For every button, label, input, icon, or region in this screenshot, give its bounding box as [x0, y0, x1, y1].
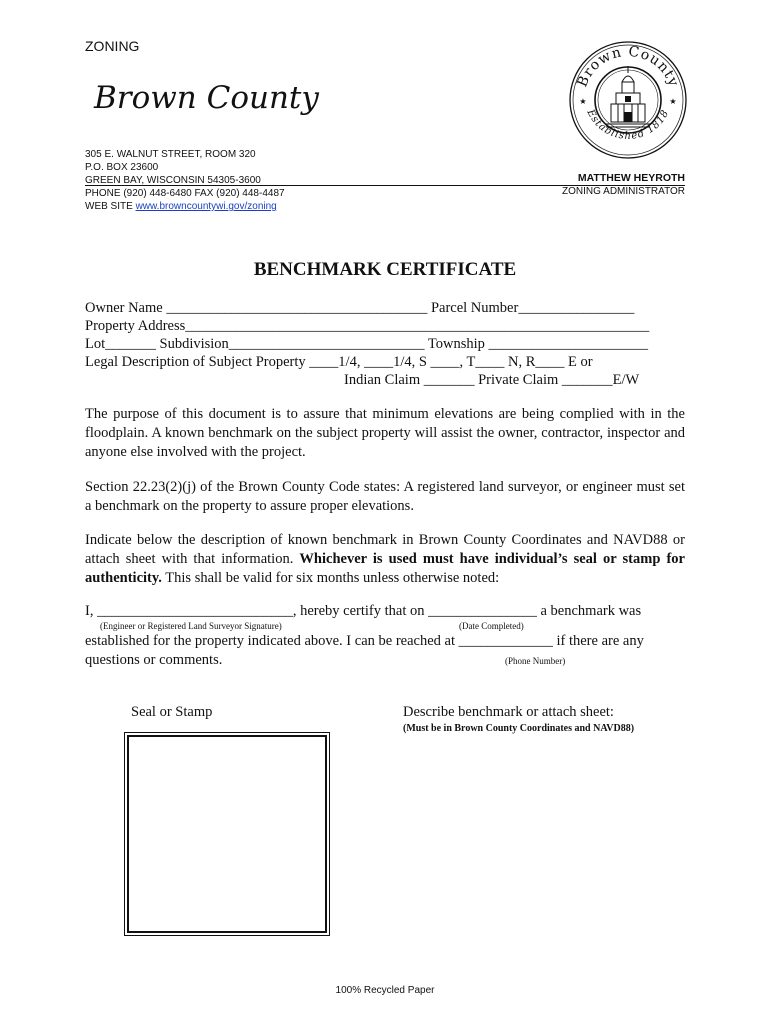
certify-line-2[interactable]: established for the property indicated above. I can be reached at _____________ if there are any — [85, 633, 644, 649]
claim-field[interactable]: Indian Claim _______ Private Claim _______E/W — [344, 372, 640, 388]
phone-caption: (Phone Number) — [505, 656, 566, 666]
footer-note: 100% Recycled Paper — [335, 985, 435, 996]
county-seal-icon — [566, 38, 690, 162]
administrator-name: MATTHEW HEYROTH — [577, 172, 685, 184]
svg-text:Brown County: Brown County — [574, 43, 682, 90]
website-link[interactable]: www.browncountywi.gov/zoning — [135, 201, 277, 212]
owner-parcel-field[interactable]: Owner Name ____________________________________ Parcel Number________________ — [85, 300, 635, 316]
purpose-paragraph: The purpose of this document is to assure that minimum elevations are being complied with in the floodplain. A known benchmark on the subject property will assist the owner, contractor, inspector and anyone else involved with the project. — [85, 406, 685, 460]
property-address-field[interactable]: Property Address________________________________________________________________ — [85, 318, 650, 334]
address-phone: PHONE (920) 448-6480 FAX (920) 448-4487 — [85, 188, 285, 199]
svg-text:★: ★ — [579, 97, 587, 106]
address-po-box: P.O. BOX 23600 — [85, 162, 159, 173]
seal-or-stamp-label: Seal or Stamp — [131, 704, 213, 720]
administrator-title: ZONING ADMINISTRATOR — [562, 186, 685, 197]
signature-caption: (Engineer or Registered Land Surveyor Signature) — [100, 621, 282, 631]
describe-benchmark-label: Describe benchmark or attach sheet: — [403, 704, 614, 720]
document-title: BENCHMARK CERTIFICATE — [253, 259, 517, 280]
seal-stamp-box[interactable] — [127, 735, 327, 933]
describe-note: (Must be in Brown County Coordinates and NAVD88) — [403, 723, 635, 734]
svg-text:Established 1818: Established 1818 — [584, 107, 672, 142]
indicate-tail: This shall be valid for six months unless otherwise noted: — [161, 570, 500, 586]
website-prefix: WEB SITE — [85, 201, 136, 212]
address-city: GREEN BAY, WISCONSIN 54305-3600 — [85, 175, 261, 186]
legal-description-field[interactable]: Legal Description of Subject Property ____1/4, ____1/4, S ____, T____ N, R____ E or — [85, 354, 593, 370]
address-street: 305 E. WALNUT STREET, ROOM 320 — [85, 149, 256, 160]
lot-subdivision-township-field[interactable]: Lot_______ Subdivision___________________________ Township ______________________ — [85, 336, 649, 352]
indicate-lead: Indicate below the description of known benchmark in Brown County Coordinates and NAVD88 or attach sheet with that information. — [85, 532, 685, 567]
code-section-paragraph: Section 22.23(2)(j) of the Brown County Code states: A registered land surveyor, or engineer must set a benchmark on the property to assure proper elevations. — [85, 479, 685, 514]
date-caption: (Date Completed) — [459, 621, 524, 631]
brown-county-logo — [92, 70, 319, 120]
department-label: ZONING — [85, 38, 140, 54]
indicate-paragraph — [85, 531, 685, 588]
svg-text:★: ★ — [669, 97, 677, 106]
indicate-emphasis: Whichever is used must have individual’s seal or stamp for authenticity. — [85, 551, 685, 586]
logo-wordmark: Brown County — [94, 80, 319, 116]
certify-line-1[interactable]: I, ___________________________, hereby certify that on _______________ a benchmark was — [85, 603, 642, 619]
address-website — [85, 200, 277, 213]
certify-line-3: questions or comments. — [85, 652, 223, 668]
